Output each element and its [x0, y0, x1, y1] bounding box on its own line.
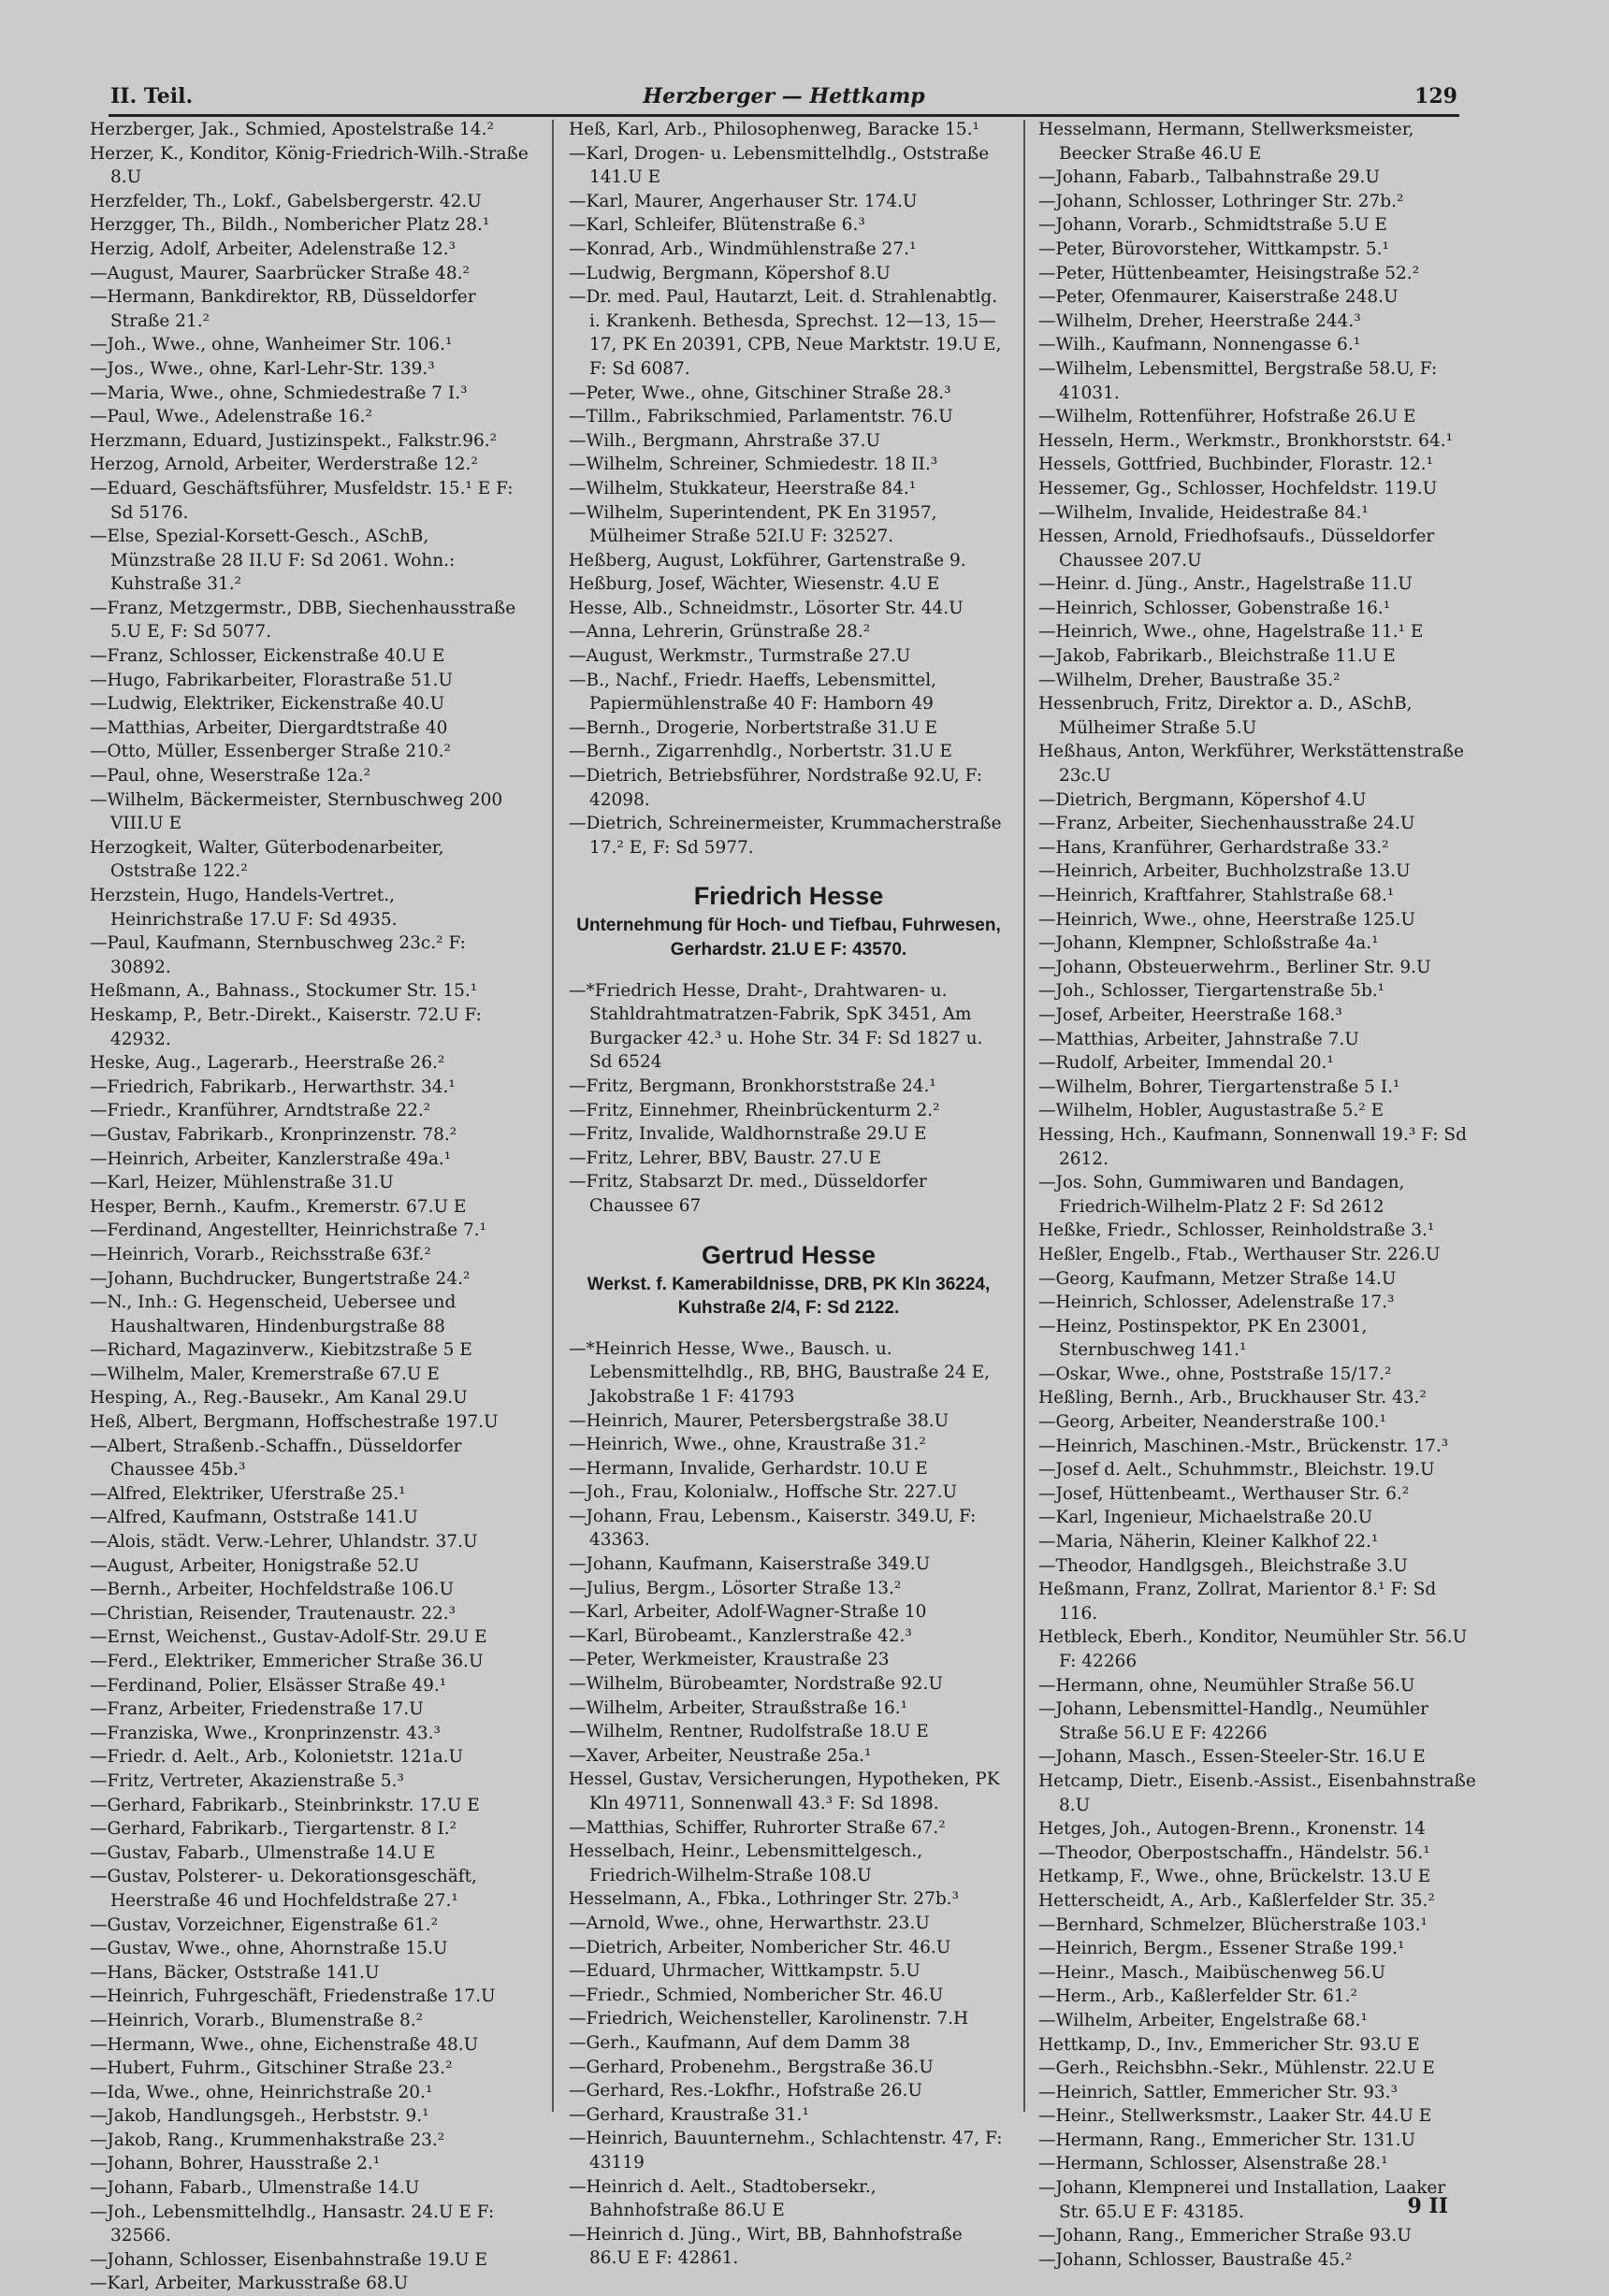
directory-entry: Herzog, Arnold, Arbeiter, Werderstraße 12.²: [90, 455, 478, 475]
directory-entry: Heßberg, August, Lokführer, Gartenstraße 9.: [569, 550, 966, 570]
directory-entry: —Wilhelm, Schreiner, Schmiedestr. 18 II.³: [569, 455, 938, 475]
directory-entry: —Friedr., Schmied, Nombericher Str. 46.U: [569, 1985, 944, 2005]
directory-entry: Hetkamp, F., Wwe., ohne, Brückelstr. 13.U E: [1038, 1867, 1431, 1887]
directory-entry: —Johann, Buchdrucker, Bungertstraße 24.²: [90, 1268, 471, 1289]
directory-entry: —Johann, Bohrer, Hausstraße 2.¹: [90, 2154, 381, 2174]
directory-entry: —Herm., Arb., Kaßlerfelder Str. 61.²: [1038, 1986, 1357, 2007]
directory-entry: —Hermann, Bankdirektor, RB, Düsseldorfer Straße 21.²: [90, 287, 476, 331]
directory-entry: Herzer, K., Konditor, König-Friedrich-Wilh.-Straße 8.U: [90, 143, 529, 188]
directory-entry: —Ida, Wwe., ohne, Heinrichstraße 20.¹: [90, 2082, 433, 2102]
directory-entry: —Bernhard, Schmelzer, Blücherstraße 103.¹: [1038, 1914, 1428, 1935]
directory-entry: —Hermann, Invalide, Gerhardstr. 10.U E: [569, 1458, 928, 1479]
directory-entry: —Rudolf, Arbeiter, Immendal 20.¹: [1038, 1053, 1334, 1074]
directory-entry: —Maria, Näherin, Kleiner Kalkhof 22.¹: [1038, 1532, 1379, 1552]
directory-entry: Hesselmann, A., Fbka., Lothringer Str. 27b.³: [569, 1889, 959, 1910]
directory-entry: —Josef, Arbeiter, Heerstraße 168.³: [1038, 1004, 1342, 1025]
directory-entry: —Konrad, Arb., Windmühlenstraße 27.¹: [569, 238, 917, 259]
directory-entry: —Jakob, Fabrikarb., Bleichstraße 11.U E: [1038, 646, 1396, 667]
directory-entry: —Wilhelm, Arbeiter, Straußstraße 16.¹: [569, 1697, 908, 1718]
directory-entry: —Franz, Arbeiter, Siechenhausstraße 24.U: [1038, 814, 1415, 834]
directory-entry: —Joh., Frau, Kolonialw., Hoffsche Str. 227.U: [569, 1482, 958, 1503]
column-left: [90, 118, 529, 2296]
directory-entry: —Dietrich, Schreinermeister, Krummacherstraße 17.² E, F: Sd 5977.: [569, 814, 1002, 858]
directory-entry: —Friedr., Kranführer, Arndtstraße 22.²: [90, 1101, 431, 1121]
directory-entry: —Karl, Maurer, Angerhauser Str. 174.U: [569, 191, 918, 211]
directory-entry: —*Heinrich Hesse, Wwe., Bausch. u. Lebensmittelhdlg., RB, BHG, Baustraße 24 E, Jakobstraße 1 F: 41793: [569, 1338, 991, 1407]
directory-entry: —Heinr. d. Jüng., Anstr., Hagelstraße 11.U: [1038, 574, 1413, 595]
directory-entry: —Heinrich, Schlosser, Gobenstraße 16.¹: [1038, 598, 1391, 618]
directory-entry: —Dietrich, Arbeiter, Nombericher Str. 46.U: [569, 1937, 951, 1957]
firm-heading: Gertrud Hesse: [701, 1240, 877, 1269]
directory-entry: —Heinr., Masch., Maibüschenweg 56.U: [1038, 1962, 1386, 1983]
directory-entry: Hettkamp, D., Inv., Emmericher Str. 93.U E: [1038, 2034, 1420, 2055]
directory-entry: —Peter, Ofenmaurer, Kaiserstraße 248.U: [1038, 287, 1399, 308]
directory-entry: —Bernh., Zigarrenhdlg., Norbertstr. 31.U E: [569, 742, 952, 762]
directory-entry: —B., Nachf., Friedr. Haeffs, Lebensmittel, Papiermühlenstraße 40 F: Hamborn 49: [569, 670, 937, 715]
directory-entry: Herzig, Adolf, Arbeiter, Adelenstraße 12.³: [90, 238, 457, 259]
directory-entry: —Karl, Heizer, Mühlenstraße 31.U: [90, 1173, 394, 1193]
directory-entry: —Maria, Wwe., ohne, Schmiedestraße 7 I.³: [90, 383, 468, 403]
directory-entry: —Karl, Drogen- u. Lebensmittelhdlg., Oststraße 141.U E: [569, 143, 990, 188]
directory-entry: —Johann, Klempnerei und Installation, Laaker Str. 65.U E F: 43185.: [1038, 2178, 1446, 2222]
directory-entry: Hetcamp, Dietr., Eisenb.-Assist., Eisenbahnstraße 8.U: [1038, 1770, 1476, 1815]
directory-entry: —Fritz, Stabsarzt Dr. med., Düsseldorfer Chaussee 67: [569, 1172, 927, 1216]
directory-entry: —Bernh., Drogerie, Norbertstraße 31.U E: [569, 717, 938, 738]
directory-entry: —Arnold, Wwe., ohne, Herwarthstr. 23.U: [569, 1913, 930, 1933]
directory-entry: —Heinrich, Kraftfahrer, Stahlstraße 68.¹: [1038, 886, 1395, 905]
directory-entry: —Johann, Schlosser, Lothringer Str. 27b.²: [1038, 191, 1404, 211]
directory-entry: —Ernst, Weichenst., Gustav-Adolf-Str. 29.U E: [90, 1627, 487, 1648]
directory-entry: Heß, Karl, Arb., Philosophenweg, Baracke 15.¹: [569, 120, 979, 139]
directory-entry: —Otto, Müller, Essenberger Straße 210.²: [90, 742, 451, 762]
column-divider: [552, 120, 554, 2112]
directory-entry: Heskamp, P., Betr.-Direkt., Kaiserstr. 72.U F: 42932.: [90, 1004, 482, 1049]
part-label: II. Teil.: [110, 84, 194, 108]
directory-entry: —Wilhelm, Bohrer, Tiergartenstraße 5 I.¹: [1038, 1076, 1400, 1097]
directory-entry: —Wilhelm, Dreher, Baustraße 35.²: [1038, 670, 1341, 690]
directory-entry: —Georg, Kaufmann, Metzer Straße 14.U: [1038, 1268, 1397, 1289]
directory-entry: —Matthias, Arbeiter, Jahnstraße 7.U: [1038, 1029, 1359, 1049]
directory-entry: —Hermann, Wwe., ohne, Eichenstraße 48.U: [90, 2034, 479, 2055]
directory-entry: —Georg, Arbeiter, Neanderstraße 100.¹: [1038, 1412, 1386, 1433]
directory-entry: —Joh., Lebensmittelhdlg., Hansastr. 24.U E F: 32566.: [90, 2202, 495, 2246]
directory-entry: —Karl, Arbeiter, Markusstraße 68.U: [90, 2274, 409, 2294]
directory-entry: —Fritz, Bergmann, Bronkhorststraße 24.¹: [569, 1076, 936, 1096]
directory-entry: —Fritz, Lehrer, BBV, Baustr. 27.U E: [569, 1148, 882, 1168]
directory-entry: —Wilhelm, Invalide, Heidestraße 84.¹: [1038, 502, 1369, 523]
directory-entry: —Hermann, ohne, Neumühler Straße 56.U: [1038, 1675, 1415, 1696]
directory-entry: Heß, Albert, Bergmann, Hoffschestraße 197.U: [90, 1412, 499, 1433]
directory-entry: —Johann, Rang., Emmericher Straße 93.U: [1038, 2226, 1412, 2246]
firm-heading: Friedrich Hesse: [693, 882, 884, 911]
directory-entry: Heßke, Friedr., Schlosser, Reinholdstraße 3.¹: [1038, 1220, 1435, 1241]
directory-entry: —Julius, Bergm., Lösorter Straße 13.²: [569, 1578, 902, 1598]
directory-entry: —Bernh., Arbeiter, Hochfeldstraße 106.U: [90, 1580, 455, 1600]
directory-entry: —Gerhard, Fabrikarb., Tiergartenstr. 8 I.²: [90, 1819, 457, 1840]
directory-entry: Hesper, Bernh., Kaufm., Kremerstr. 67.U E: [90, 1196, 467, 1217]
directory-entry: —Ferdinand, Polier, Elsässer Straße 49.¹: [90, 1675, 447, 1696]
directory-entry: —Ferd., Elektriker, Emmericher Straße 36.U: [90, 1652, 484, 1671]
directory-entry: —Heinrich, Vorarb., Blumenstraße 8.²: [90, 2010, 424, 2030]
directory-entry: —Alfred, Kaufmann, Oststraße 141.U: [90, 1508, 418, 1528]
directory-entry: —Wilh., Kaufmann, Nonnengasse 6.¹: [1038, 335, 1361, 355]
directory-entry: —Matthias, Schiffer, Ruhrorter Straße 67.²: [569, 1817, 946, 1838]
directory-entry: Hesselmann, Hermann, Stellwerksmeister, Beecker Straße 46.U E: [1038, 120, 1414, 164]
directory-entry: Heßmann, Franz, Zollrat, Marientor 8.¹ F: Sd 116.: [1038, 1580, 1437, 1624]
print-signature: 9 II: [1407, 2194, 1448, 2218]
directory-entry: —Heinrich, Schlosser, Adelenstraße 17.³: [1038, 1292, 1395, 1313]
name-range: Herzberger — Hettkamp: [643, 84, 925, 108]
directory-entry: —Franziska, Wwe., Kronprinzenstr. 43.³: [90, 1723, 441, 1743]
directory-entry: —Paul, Kaufmann, Sternbuschweg 23c.² F: 30892.: [90, 933, 466, 977]
directory-entry: —Oskar, Wwe., ohne, Poststraße 15/17.²: [1038, 1364, 1392, 1384]
directory-entry: —Heinrich, Wwe., ohne, Hagelstraße 11.¹ E: [1038, 622, 1424, 643]
directory-entry: —Karl, Arbeiter, Adolf-Wagner-Straße 10: [569, 1602, 927, 1623]
firm-description: Unternehmung für Hoch- und Tiefbau, Fuhrwesen, Gerhardstr. 21.U E F: 43570.: [576, 916, 1001, 960]
column-right: [1038, 118, 1478, 2272]
directory-entry: Heßhaus, Anton, Werkführer, Werkstättenstraße 23c.U: [1038, 742, 1464, 787]
directory-entry: —Johann, Vorarb., Schmidtstraße 5.U E: [1038, 215, 1387, 236]
directory-entry: —Jakob, Rang., Krummenhakstraße 23.²: [90, 2130, 445, 2150]
directory-entry: —Heinrich, Sattler, Emmericher Str. 93.³: [1038, 2082, 1398, 2102]
directory-entry: —Dr. med. Paul, Hautarzt, Leit. d. Strahlenabtlg. i. Krankenh. Bethesda, Sprechst. 12—13, 15—17, PK En 20391, CPB, Neue Marktstr. 19.U E, F: Sd 6087.: [569, 287, 1002, 379]
directory-entry: —Gustav, Fabrikarb., Kronprinzenstr. 78.²: [90, 1124, 457, 1145]
directory-entry: Hessels, Gottfried, Buchbinder, Florastr. 12.¹: [1038, 455, 1434, 475]
directory-entry: —Heinrich, Wwe., ohne, Heerstraße 125.U: [1038, 909, 1415, 930]
directory-entry: —Jakob, Handlungsgeh., Herbststr. 9.¹: [90, 2106, 429, 2127]
directory-entry: —Albert, Straßenb.-Schaffn., Düsseldorfer Chaussee 45b.³: [90, 1436, 462, 1480]
directory-entry: Hessen, Arnold, Friedhofsaufs., Düsseldorfer Chaussee 207.U: [1038, 527, 1435, 570]
directory-entry: Hesselbach, Heinr., Lebensmittelgesch., Friedrich-Wilhelm-Straße 108.U: [569, 1841, 923, 1885]
directory-entry: —Gustav, Vorzeichner, Eigenstraße 61.²: [90, 1914, 439, 1935]
directory-entry: —Karl, Schleifer, Blütenstraße 6.³: [569, 215, 865, 236]
directory-entry: —Wilhelm, Arbeiter, Engelstraße 68.¹: [1038, 2010, 1368, 2030]
firm-description: Werkst. f. Kamerabildnisse, DRB, PK Kln 36224, Kuhstraße 2/4, F: Sd 2122.: [587, 1274, 991, 1319]
directory-entry: —Dietrich, Bergmann, Köpershof 4.U: [1038, 789, 1367, 810]
directory-entry: Hessemer, Gg., Schlosser, Hochfeldstr. 119.U: [1038, 478, 1438, 498]
directory-entry: —Christian, Reisender, Trautenaustr. 22.³: [90, 1603, 457, 1624]
directory-entry: —Fritz, Vertreter, Akazienstraße 5.³: [90, 1770, 404, 1791]
directory-entry: —Heinrich, Bauunternehm., Schlachtenstr. 47, F: 43119: [569, 2129, 1003, 2173]
directory-entry: —Tillm., Fabrikschmied, Parlamentstr. 76.U: [569, 407, 953, 427]
directory-entry: —Theodor, Oberpostschaffn., Händelstr. 56.¹: [1038, 1842, 1430, 1863]
directory-entry: Herzogkeit, Walter, Güterbodenarbeiter, Oststraße 122.²: [90, 837, 444, 882]
directory-entry: —Hermann, Rang., Emmericher Str. 131.U: [1038, 2130, 1416, 2150]
directory-entry: —Wilhelm, Dreher, Heerstraße 244.³: [1038, 310, 1361, 331]
directory-entry: —Peter, Wwe., ohne, Gitschiner Straße 28.³: [569, 383, 951, 403]
directory-entry: —Gustav, Wwe., ohne, Ahornstraße 15.U: [90, 1939, 448, 1959]
directory-entry: —Wilhelm, Hobler, Augustastraße 5.² E: [1038, 1101, 1384, 1121]
directory-entry: —Heinrich, Bergm., Essener Straße 199.¹: [1038, 1939, 1405, 1959]
page-header: [110, 80, 1457, 112]
directory-entry: —Heinrich, Wwe., ohne, Kraustraße 31.²: [569, 1435, 926, 1455]
directory-entry: —Fritz, Invalide, Waldhornstraße 29.U E: [569, 1124, 927, 1145]
directory-entry: —Friedrich, Weichensteller, Karolinenstr. 7.H: [569, 2009, 969, 2029]
directory-entry: —Hugo, Fabrikarbeiter, Florastraße 51.U: [90, 670, 454, 690]
directory-entry: —Ferdinand, Angestellter, Heinrichstraße 7.¹: [90, 1220, 487, 1241]
directory-entry: —Paul, ohne, Weserstraße 12a.²: [90, 766, 371, 787]
directory-entry: —*Friedrich Hesse, Draht-, Drahtwaren- u. Stahldrahtmatratzen-Fabrik, SpK 3451, Am Burgacker 42.³ u. Hohe Str. 34 F: Sd 1827 u. Sd 6524: [569, 980, 983, 1073]
directory-entry: —Heinrich, Arbeiter, Kanzlerstraße 49a.¹: [90, 1148, 452, 1169]
directory-entry: —Johann, Obsteuerwehrm., Berliner Str. 9.U: [1038, 957, 1431, 977]
directory-entry: Hesseln, Herm., Werkmstr., Bronkhorststr. 64.¹: [1038, 430, 1454, 451]
directory-entry: —Heinrich d. Jüng., Wirt, BB, Bahnhofstraße 86.U E F: 42861.: [569, 2224, 963, 2269]
directory-entry: —Wilhelm, Stukkateur, Heerstraße 84.¹: [569, 478, 917, 498]
directory-entry: —Josef, Hüttenbeamt., Werthauser Str. 6.²: [1038, 1483, 1410, 1504]
directory-entry: Heske, Aug., Lagerarb., Heerstraße 26.²: [90, 1053, 445, 1074]
directory-entry: —Johann, Masch., Essen-Steeler-Str. 16.U E: [1038, 1747, 1426, 1768]
directory-entry: —Wilhelm, Maler, Kremerstraße 67.U E: [90, 1364, 440, 1384]
directory-entry: —Wilhelm, Bürobeamter, Nordstraße 92.U: [569, 1674, 943, 1695]
directory-entry: —Karl, Ingenieur, Michaelstraße 20.U: [1038, 1508, 1373, 1528]
directory-entry: —Hans, Kranführer, Gerhardstraße 33.²: [1038, 837, 1389, 858]
directory-entry: —Franz, Arbeiter, Friedenstraße 17.U: [90, 1699, 424, 1720]
directory-entry: —Heinr., Stellwerksmstr., Laaker Str. 44.U E: [1038, 2106, 1432, 2127]
directory-entry: —Fritz, Einnehmer, Rheinbrückenturm 2.²: [569, 1100, 940, 1120]
directory-entry: —Peter, Bürovorsteher, Wittkampstr. 5.¹: [1038, 238, 1389, 259]
directory-entry: —Eduard, Uhrmacher, Wittkampstr. 5.U: [569, 1961, 920, 1982]
directory-entry: —Josef d. Aelt., Schuhmmstr., Bleichstr. 19.U: [1038, 1460, 1435, 1480]
directory-entry: Herzstein, Hugo, Handels-Vertret., Heinrichstraße 17.U F: Sd 4935.: [90, 886, 398, 930]
directory-entry: Hessenbruch, Fritz, Direktor a. D., ASchB, Mülheimer Straße 5.U: [1038, 694, 1413, 738]
directory-entry: Hessing, Hch., Kaufmann, Sonnenwall 19.³ F: Sd 2612.: [1038, 1124, 1467, 1169]
directory-entry: —Hermann, Schlosser, Alsenstraße 28.¹: [1038, 2154, 1388, 2174]
directory-entry: —Johann, Lebensmittel-Handlg., Neumühler Straße 56.U E F: 42266: [1038, 1699, 1428, 1743]
directory-entry: —Theodor, Handlgsgeh., Bleichstraße 3.U: [1038, 1555, 1408, 1576]
directory-entry: —Dietrich, Betriebsführer, Nordstraße 92.U, F: 42098.: [569, 766, 982, 810]
directory-entry: Herzfelder, Th., Lokf., Gabelsbergerstr. 42.U: [90, 191, 482, 211]
directory-entry: —Franz, Metzgermstr., DBB, Siechenhausstraße 5.U E, F: Sd 5077.: [90, 598, 516, 643]
directory-entry: —Johann, Fabarb., Ulmenstraße 14.U: [90, 2178, 420, 2199]
directory-entry: —Paul, Wwe., Adelenstraße 16.²: [90, 407, 372, 427]
directory-entry: Hesping, A., Reg.-Bausekr., Am Kanal 29.U: [90, 1388, 468, 1408]
directory-entry: Herzberger, Jak., Schmied, Apostelstraße 14.²: [90, 120, 494, 139]
directory-entry: —Heinrich, Fuhrgeschäft, Friedenstraße 17.U: [90, 1986, 496, 2007]
directory-entry: Heßmann, A., Bahnass., Stockumer Str. 15.¹: [90, 981, 478, 1002]
directory-entry: —Alfred, Elektriker, Uferstraße 25.¹: [90, 1483, 406, 1504]
directory-entry: —Franz, Schlosser, Eickenstraße 40.U E: [90, 646, 445, 667]
directory-entry: Hesse, Alb., Schneidmstr., Lösorter Str. 44.U: [569, 598, 964, 618]
directory-entry: Hetterscheidt, A., Arb., Kaßlerfelder Str. 35.²: [1038, 1890, 1435, 1911]
directory-entry: —August, Werkmstr., Turmstraße 27.U: [569, 646, 911, 667]
directory-entry: —August, Arbeiter, Honigstraße 52.U: [90, 1555, 420, 1576]
directory-entry: —Wilhelm, Bäckermeister, Sternbuschweg 200 VIII.U E: [90, 789, 503, 834]
directory-entry: —Gerhard, Fabrikarb., Steinbrinkstr. 17.U E: [90, 1795, 480, 1815]
directory-entry: —Peter, Werkmeister, Kraustraße 23: [569, 1650, 890, 1670]
directory-entry: —August, Maurer, Saarbrücker Straße 48.²: [90, 263, 470, 283]
directory-entry: —Johann, Schlosser, Baustraße 45.²: [1038, 2249, 1353, 2270]
directory-entry: —Johann, Klempner, Schloßstraße 4a.¹: [1038, 933, 1379, 954]
directory-entry: —Wilhelm, Lebensmittel, Bergstraße 58.U, F: 41031.: [1038, 358, 1438, 403]
column-divider: [1023, 120, 1025, 2112]
directory-entry: —Johann, Schlosser, Eisenbahnstraße 19.U E: [90, 2249, 487, 2270]
directory-entry: —Joh., Schlosser, Tiergartenstraße 5b.¹: [1038, 981, 1385, 1002]
directory-entry: Hetges, Joh., Autogen-Brenn., Kronenstr. 14: [1038, 1819, 1426, 1840]
directory-entry: —Karl, Bürobeamt., Kanzlerstraße 42.³: [569, 1625, 912, 1646]
directory-entry: —Heinrich, Arbeiter, Buchholzstraße 13.U: [1038, 861, 1411, 882]
directory-entry: —Richard, Magazinverw., Kiebitzstraße 5 E: [90, 1340, 472, 1361]
directory-entry: —Hans, Bäcker, Oststraße 141.U: [90, 1962, 380, 1983]
directory-entry: Heßburg, Josef, Wächter, Wiesenstr. 4.U E: [569, 574, 940, 595]
directory-entry: —Jos. Sohn, Gummiwaren und Bandagen, Friedrich-Wilhelm-Platz 2 F: Sd 2612: [1038, 1173, 1405, 1217]
directory-entry: —Xaver, Arbeiter, Neustraße 25a.¹: [569, 1745, 872, 1766]
directory-entry: —Anna, Lehrerin, Grünstraße 28.²: [569, 622, 871, 643]
directory-entry: —Ludwig, Elektriker, Eickenstraße 40.U: [90, 694, 445, 715]
directory-entry: —Wilhelm, Rottenführer, Hofstraße 26.U E: [1038, 407, 1416, 427]
directory-entry: —Johann, Fabarb., Talbahnstraße 29.U: [1038, 167, 1380, 188]
directory-entry: Heßling, Bernh., Arb., Bruckhauser Str. 43.²: [1038, 1388, 1427, 1408]
directory-entry: —Gerhard, Res.-Lokfhr., Hofstraße 26.U: [569, 2081, 922, 2101]
column-middle: [569, 118, 1008, 2271]
directory-entry: Hessel, Gustav, Versicherungen, Hypotheken, PK Kln 49711, Sonnenwall 43.³ F: Sd 1898.: [569, 1769, 1000, 1813]
directory-entry: —Wilhelm, Rentner, Rudolfstraße 18.U E: [569, 1722, 929, 1742]
directory-entry: —Alois, städt. Verw.-Lehrer, Uhlandstr. 37.U: [90, 1532, 478, 1552]
directory-entry: —Gerh., Reichsbhn.-Sekr., Mühlenstr. 22.U E: [1038, 2058, 1435, 2079]
directory-entry: —Eduard, Geschäftsführer, Musfeldstr. 15.¹ E F: Sd 5176.: [90, 478, 514, 523]
page-number: 129: [1414, 84, 1457, 108]
directory-entry: —Peter, Hüttenbeamter, Heisingstraße 52.²: [1038, 263, 1420, 283]
directory-entry: Heßler, Engelb., Ftab., Werthauser Str. 226.U: [1038, 1244, 1441, 1264]
directory-entry: —Wilhelm, Superintendent, PK En 31957, Mülheimer Straße 52I.U F: 32527.: [569, 502, 937, 547]
directory-entry: —Heinz, Postinspektor, PK En 23001, Sternbuschweg 141.¹: [1038, 1316, 1368, 1361]
directory-entry: —Gerh., Kaufmann, Auf dem Damm 38: [569, 2032, 910, 2053]
directory-entry: —Hubert, Fuhrm., Gitschiner Straße 23.²: [90, 2058, 453, 2079]
directory-entry: —N., Inh.: G. Hegenscheid, Uebersee und Haushaltwaren, Hindenburgstraße 88: [90, 1292, 457, 1336]
directory-entry: —Joh., Wwe., ohne, Wanheimer Str. 106.¹: [90, 335, 453, 355]
directory-entry: —Heinrich, Vorarb., Reichsstraße 63f.²: [90, 1244, 431, 1264]
directory-entry: —Johann, Frau, Lebensm., Kaiserstr. 349.U, F: 43363.: [569, 1506, 977, 1551]
directory-entry: —Johann, Kaufmann, Kaiserstraße 349.U: [569, 1554, 931, 1575]
directory-entry: —Else, Spezial-Korsett-Gesch., ASchB, Münzstraße 28 II.U F: Sd 2061. Wohn.: Kuhstraße 31.²: [90, 527, 456, 595]
directory-entry: —Gustav, Fabarb., Ulmenstraße 14.U E: [90, 1842, 436, 1863]
header-rule: [109, 114, 1459, 117]
directory-entry: —Matthias, Arbeiter, Diergardtstraße 40: [90, 717, 448, 738]
directory-entry: —Jos., Wwe., ohne, Karl-Lehr-Str. 139.³: [90, 358, 435, 379]
directory-entry: —Ludwig, Bergmann, Köpershof 8.U: [569, 263, 891, 283]
directory-entry: —Gerhard, Probenehm., Bergstraße 36.U: [569, 2057, 934, 2077]
directory-entry: Herzmann, Eduard, Justizinspekt., Falkstr.96.²: [90, 430, 498, 451]
directory-entry: —Heinrich d. Aelt., Stadtobersekr., Bahnhofstraße 86.U E: [569, 2176, 877, 2221]
directory-entry: —Gustav, Polsterer- u. Dekorationsgeschäft, Heerstraße 46 und Hochfeldstraße 27.¹: [90, 1867, 477, 1911]
directory-entry: —Heinrich, Maschinen.-Mstr., Brückenstr. 17.³: [1038, 1436, 1449, 1456]
directory-entry: Herzgger, Th., Bildh., Nombericher Platz 28.¹: [90, 215, 490, 236]
directory-entry: —Friedr. d. Aelt., Arb., Kolonietstr. 121a.U: [90, 1747, 464, 1768]
directory-entry: —Wilh., Bergmann, Ahrstraße 37.U: [569, 430, 881, 451]
directory-entry: —Gerhard, Kraustraße 31.¹: [569, 2104, 809, 2125]
directory-entry: —Friedrich, Fabrikarb., Herwarthstr. 34.¹: [90, 1076, 456, 1097]
directory-entry: —Heinrich, Maurer, Petersbergstraße 38.U: [569, 1410, 949, 1431]
directory-entry: Hetbleck, Eberh., Konditor, Neumühler Str. 56.U F: 42266: [1038, 1627, 1468, 1671]
